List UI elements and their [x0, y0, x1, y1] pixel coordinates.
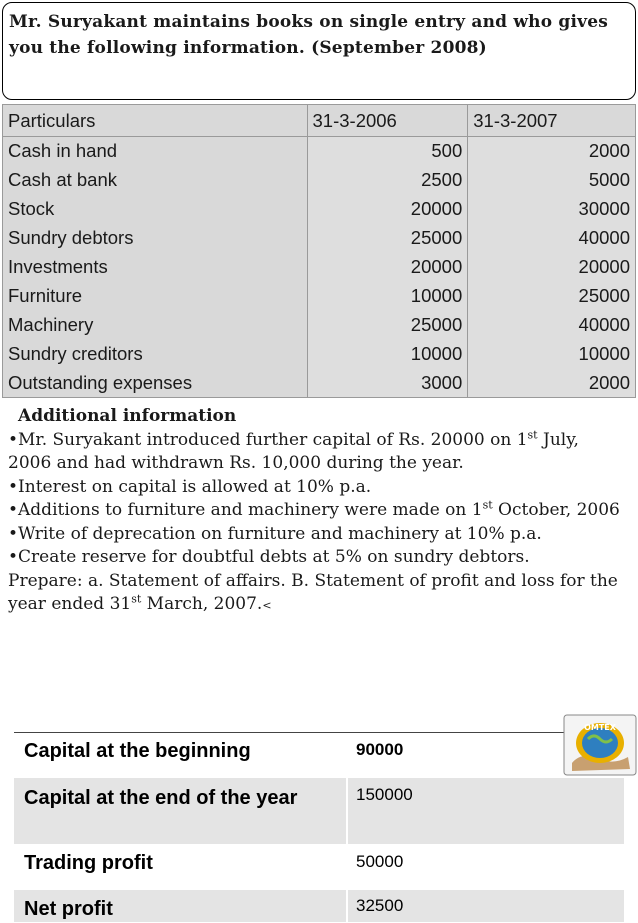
row-particular: Sundry debtors [3, 224, 308, 253]
row-value-2006: 20000 [307, 253, 468, 282]
row-particular: Machinery [3, 311, 308, 340]
answer-row-capital-beginning [14, 732, 624, 777]
answer-value: 90000 [356, 740, 404, 759]
row-value-2006: 2500 [307, 166, 468, 195]
table-row [3, 282, 636, 311]
row-particular: Cash in hand [3, 137, 308, 166]
answer-value: 150000 [356, 785, 413, 804]
info-item-additions [8, 499, 626, 523]
row-value-2006: 25000 [307, 311, 468, 340]
answer-row-net-profit [14, 890, 624, 922]
answer-label: Trading profit [24, 852, 153, 874]
row-value-2007: 25000 [468, 282, 636, 311]
row-particular: Investments [3, 253, 308, 282]
logo-text: OMTEX [584, 723, 616, 732]
table-row [3, 340, 636, 369]
ordinal-suffix: st [131, 592, 142, 606]
info-item-depreciation: •Write of deprecation on furniture and machinery at 10% p.a. [8, 523, 542, 544]
ordinal-suffix: st [482, 498, 493, 512]
row-particular: Furniture [3, 282, 308, 311]
cell-divider [346, 890, 348, 922]
info-text: July, 2006 and had withdrawn Rs. 10,000 during the year. [8, 429, 579, 473]
row-value-2007: 20000 [468, 253, 636, 282]
table-row [3, 224, 636, 253]
question-text: Mr. Suryakant maintains books on single entry and who gives you the following information. (September 2008) [9, 12, 608, 58]
ordinal-suffix: st [527, 427, 538, 441]
answer-row-capital-end [14, 778, 624, 844]
row-value-2007: 40000 [468, 311, 636, 340]
info-text: •Mr. Suryakant introduced further capital of Rs. 20000 on 1 [8, 429, 528, 450]
row-value-2007: 5000 [468, 166, 636, 195]
table-row [3, 195, 636, 224]
column-header-particulars: Particulars [3, 105, 308, 137]
answer-label: Capital at the beginning [24, 740, 251, 762]
info-item-reserve: •Create reserve for doubtful debts at 5% on sundry debtors. [8, 547, 530, 567]
row-value-2007: 40000 [468, 224, 636, 253]
info-item-capital [8, 429, 626, 476]
balances-table [2, 104, 636, 398]
info-text: March, 2007. [141, 594, 263, 614]
row-value-2006: 10000 [307, 282, 468, 311]
row-value-2006: 3000 [307, 369, 468, 398]
row-value-2007: 10000 [468, 340, 636, 369]
row-particular: Stock [3, 195, 308, 224]
answer-table [14, 732, 624, 922]
additional-information [8, 405, 626, 618]
row-value-2007: 2000 [468, 369, 636, 398]
logo-globe [582, 728, 618, 758]
row-value-2006: 500 [307, 137, 468, 166]
info-text: •Additions to furniture and machinery were made on 1 [8, 500, 483, 520]
table-row [3, 253, 636, 282]
row-particular: Cash at bank [3, 166, 308, 195]
omtex-logo [562, 713, 638, 777]
answer-value: 32500 [356, 896, 404, 915]
table-row [3, 369, 636, 398]
answer-row-trading-profit [14, 846, 624, 888]
answer-label: Capital at the end of the year [24, 787, 298, 809]
prepare-instruction [8, 570, 626, 618]
info-text: October, 2006 [492, 500, 620, 520]
row-particular: Outstanding expenses [3, 369, 308, 398]
column-header-2006: 31-3-2006 [307, 105, 468, 137]
row-value-2007: 2000 [468, 137, 636, 166]
omtex-logo-icon [562, 713, 638, 777]
info-text: Prepare: a. Statement of affairs. B. Statement of profit and loss for the year ended 31 [8, 570, 618, 614]
row-value-2007: 30000 [468, 195, 636, 224]
answer-label: Net profit [24, 898, 113, 920]
cursor-mark: < [262, 599, 272, 612]
table-row [3, 137, 636, 166]
column-header-2007: 31-3-2007 [468, 105, 636, 137]
row-value-2006: 20000 [307, 195, 468, 224]
info-item-interest: •Interest on capital is allowed at 10% p.a. [8, 476, 372, 497]
cell-divider [346, 778, 348, 844]
table-row [3, 166, 636, 195]
row-value-2006: 10000 [307, 340, 468, 369]
table-header-row [3, 105, 636, 137]
row-value-2006: 25000 [307, 224, 468, 253]
row-particular: Sundry creditors [3, 340, 308, 369]
additional-heading: Additional information [18, 406, 237, 426]
answer-value: 50000 [356, 852, 404, 871]
table-row [3, 311, 636, 340]
question-header [2, 2, 636, 100]
